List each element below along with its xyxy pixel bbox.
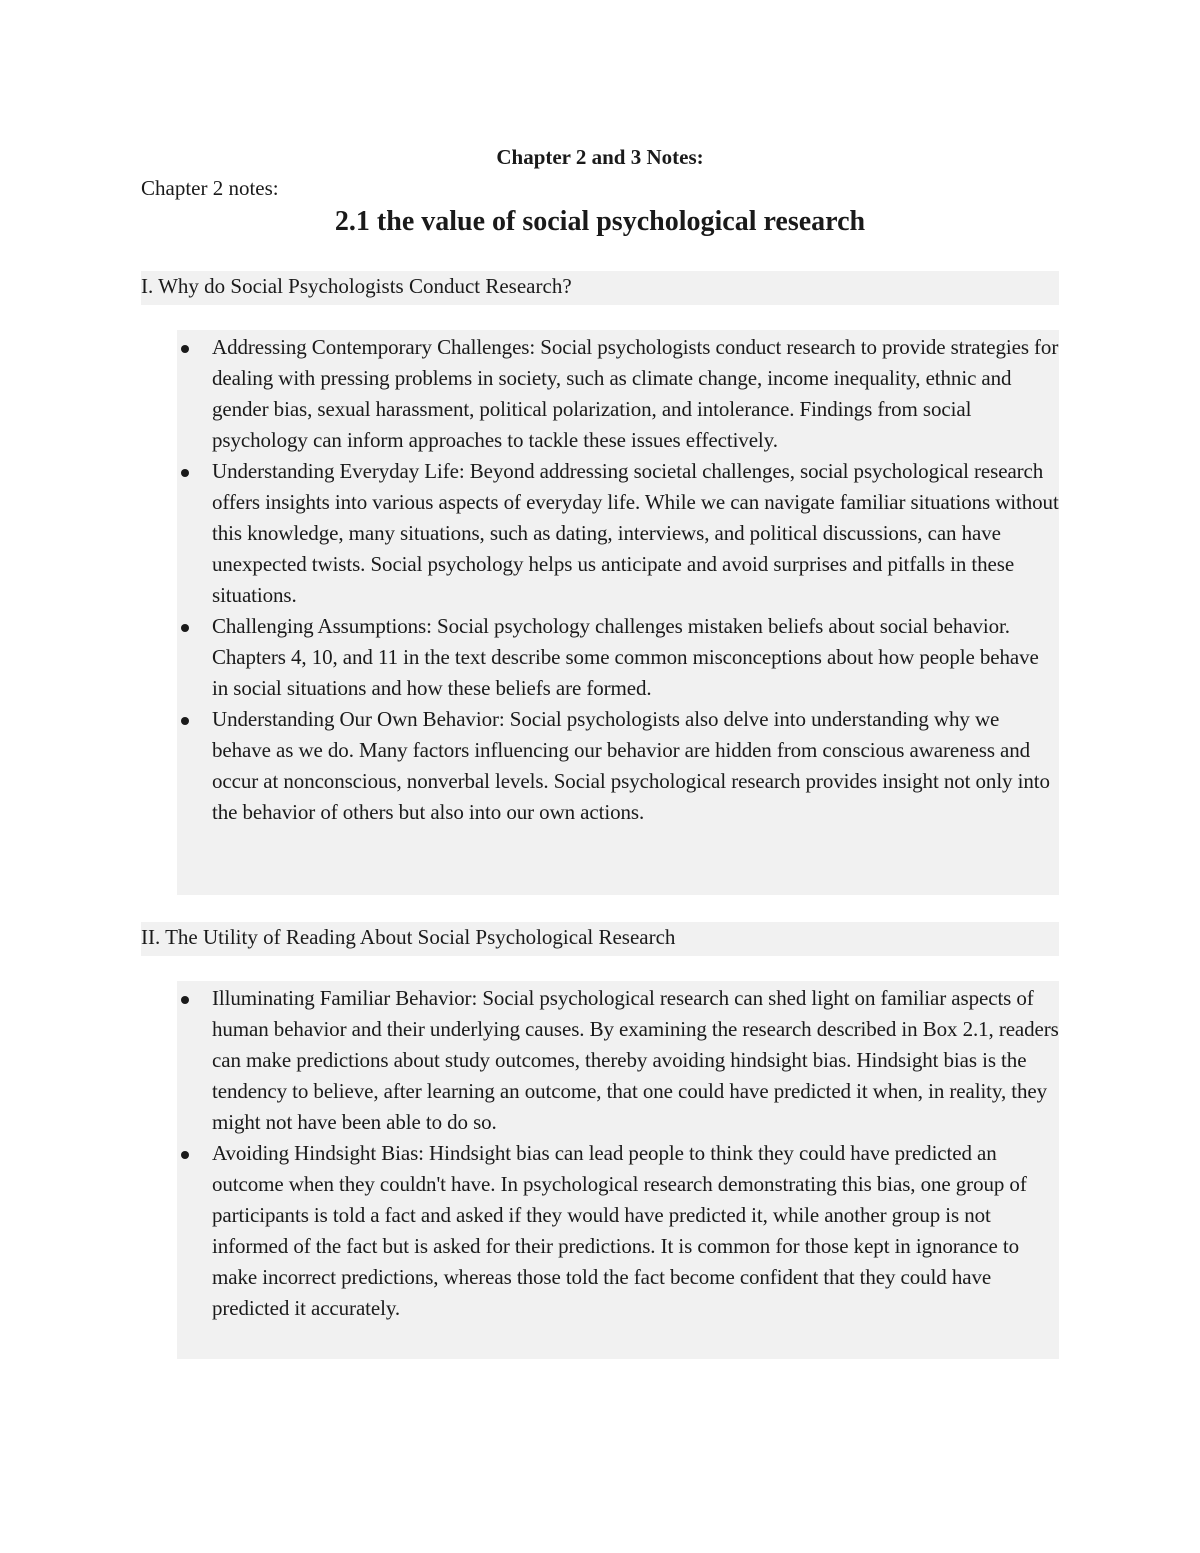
bullet-list-1: [177, 330, 1059, 895]
list-item-text: Addressing Contemporary Challenges: Social psychologists conduct research to provide strategies for dealing with pressing problems in society, such as climate change, income inequality, ethnic and gender bias, sexual harassment, political polarization, and intolerance. Findings from social psychology can inform approaches to tackle these issues effectively.: [212, 335, 1059, 452]
list-item: [177, 456, 1059, 611]
list-item: [177, 332, 1059, 456]
bullet-icon: [181, 996, 189, 1004]
document-title: Chapter 2 and 3 Notes:: [496, 145, 704, 169]
list-item-text: Challenging Assumptions: Social psychology challenges mistaken beliefs about social behavior. Chapters 4, 10, and 11 in the text describe some common misconceptions about how people behave in social situations and how these beliefs are formed.: [212, 614, 1039, 700]
list-item: [177, 611, 1059, 704]
bullet-list-2: [177, 981, 1059, 1359]
chapter-label: Chapter 2 notes:: [141, 176, 279, 200]
bullet-icon: [181, 717, 189, 725]
list-item-text: Understanding Our Own Behavior: Social psychologists also delve into understanding why we behave as we do. Many factors influencing our behavior are hidden from conscious awareness and occur at nonconscious, nonverbal levels. Social psychological research provides insight not only into the behavior of others but also into our own actions.: [212, 707, 1050, 824]
bullet-icon: [181, 345, 189, 353]
subsection-heading-2: II. The Utility of Reading About Social Psychological Research: [141, 922, 1059, 956]
bullet-icon: [181, 469, 189, 477]
bullet-icon: [181, 624, 189, 632]
section-heading: 2.1 the value of social psychological research: [334, 206, 866, 237]
bullet-icon: [181, 1151, 189, 1159]
list-item-text: Avoiding Hindsight Bias: Hindsight bias can lead people to think they could have predicted an outcome when they couldn't have. In psychological research demonstrating this bias, one group of participants is told a fact and asked if they would have predicted it, while another group is not informed of the fact but is asked for their predictions. It is common for those kept in ignorance to make incorrect predictions, whereas those told the fact become confident that they could have predicted it accurately.: [212, 1141, 1027, 1320]
list-item: [177, 1138, 1059, 1324]
subsection-heading-1: I. Why do Social Psychologists Conduct Research?: [141, 271, 1059, 305]
list-item: [177, 983, 1059, 1138]
list-item-text: Illuminating Familiar Behavior: Social psychological research can shed light on familiar aspects of human behavior and their underlying causes. By examining the research described in Box 2.1, readers can make predictions about study outcomes, thereby avoiding hindsight bias. Hindsight bias is the tendency to believe, after learning an outcome, that one could have predicted it when, in reality, they might not have been able to do so.: [212, 986, 1059, 1134]
list-item-text: Understanding Everyday Life: Beyond addressing societal challenges, social psychological research offers insights into various aspects of everyday life. While we can navigate familiar situations without this knowledge, many situations, such as dating, interviews, and political discussions, can have unexpected twists. Social psychology helps us anticipate and avoid surprises and pitfalls in these situations.: [212, 459, 1059, 607]
list-item: [177, 704, 1059, 828]
